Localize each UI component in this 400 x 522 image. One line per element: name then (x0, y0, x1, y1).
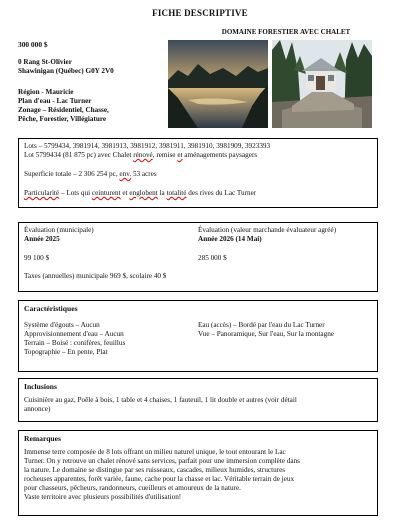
document-title: FICHE DESCRIPTIVE (152, 8, 248, 18)
municipal-eval-year: Année 2025 (24, 235, 60, 243)
lake-photo (168, 40, 268, 128)
evaluation-section (18, 222, 378, 292)
feature-topography: Topographie – En pente, Plat (24, 348, 108, 357)
inclusions-line-1: Cuisinière au gaz, Poêle à bois, 1 table et 4 chaises, 1 fauteuil, 1 lit double et autres (voir détail (24, 396, 297, 405)
zoning-line-2: Pêche, Forestier, Villégiature (18, 115, 107, 123)
total-area: Superficie totale – 2 306 254 pc, env. 53 acres (24, 170, 157, 178)
remarks-section (18, 430, 378, 516)
remarks-line: Immense terre composée de 8 lots offrant un milieu naturel unique, le tout entourant le Lac (24, 448, 286, 457)
municipal-eval-label: Évaluation (municipale) (24, 226, 94, 234)
region: Région - Mauricie (18, 88, 74, 96)
feature-sewer: Système d'égouts – Aucun (24, 321, 100, 330)
feature-terrain: Terrain – Boisé : conifères, feuillus (24, 339, 126, 348)
remarks-line: Vaste territoire avec plusieurs possibilités d'utilisation! (24, 493, 182, 502)
price: 300 000 $ (18, 40, 48, 49)
feature-water-supply: Approvisionnement d'eau – Aucun (24, 330, 124, 339)
market-eval-label: Évaluation (valeur marchande évaluateur agréé) (198, 226, 337, 234)
inclusions-section (18, 378, 378, 422)
features-section (18, 300, 378, 372)
feature-water-access: Eau (accès) – Bordé par l'eau du Lac Turner (198, 321, 325, 330)
remarks-line: rocheuses apparentes, forêt variée, faune, cache pour la chasse et lac. Véritable terrain de jeux (24, 475, 295, 484)
remarks-line: pour chasseurs, pêcheurs, randonneurs, cueilleurs et amoureux de la nature. (24, 484, 241, 493)
features-heading: Caractéristiques (24, 304, 78, 313)
lake: Plan d'eau - Lac Turner (18, 97, 92, 105)
market-eval-value: 285 000 $ (198, 254, 227, 262)
address (18, 58, 114, 76)
address-line-1: 0 Rang St-Olivier (18, 58, 72, 66)
address-line-2: Shawinigan (Québec) G0Y 2V0 (18, 67, 114, 75)
market-eval-year: Année 2026 (14 Mai) (198, 235, 262, 243)
lots-section (18, 138, 378, 208)
property-summary (18, 88, 109, 124)
property-subtitle: DOMAINE FORESTIER AVEC CHALET (221, 28, 351, 36)
zoning-line-1: Zonage – Résidentiel, Chasse, (18, 106, 109, 114)
municipal-eval-value: 99 100 $ (24, 254, 50, 262)
remarks-line: Turner. On y retrouve un chalet rénové sans services, parfait pour une immersion complète dans (24, 457, 300, 466)
taxes: Taxes (annuelles) municipale 969 $, scolaire 40 $ (24, 272, 167, 280)
particularity: Particularité – Lots qui ceinturent et englobent la totalité des rives du Lac Turner (24, 189, 257, 197)
lots-numbers: Lots – 5799434, 3981914, 3981913, 3981912, 3981911, 3981910, 3981909, 3923393 (24, 142, 271, 150)
inclusions-heading: Inclusions (24, 382, 57, 391)
remarks-heading: Remarques (24, 434, 61, 443)
main-lot: Lot 5799434 (81 875 pc) avec Chalet rénové, remise et aménagements paysagers (24, 151, 258, 159)
remarks-line: la nature. Le domaine se distingue par ses ruisseaux, cascades, milieux humides, structures (24, 466, 286, 475)
feature-view: Vue – Panoramique, Sur l'eau, Sur la montagne (198, 330, 334, 339)
inclusions-line-2: annonce) (24, 405, 51, 414)
chalet-photo (272, 40, 372, 128)
